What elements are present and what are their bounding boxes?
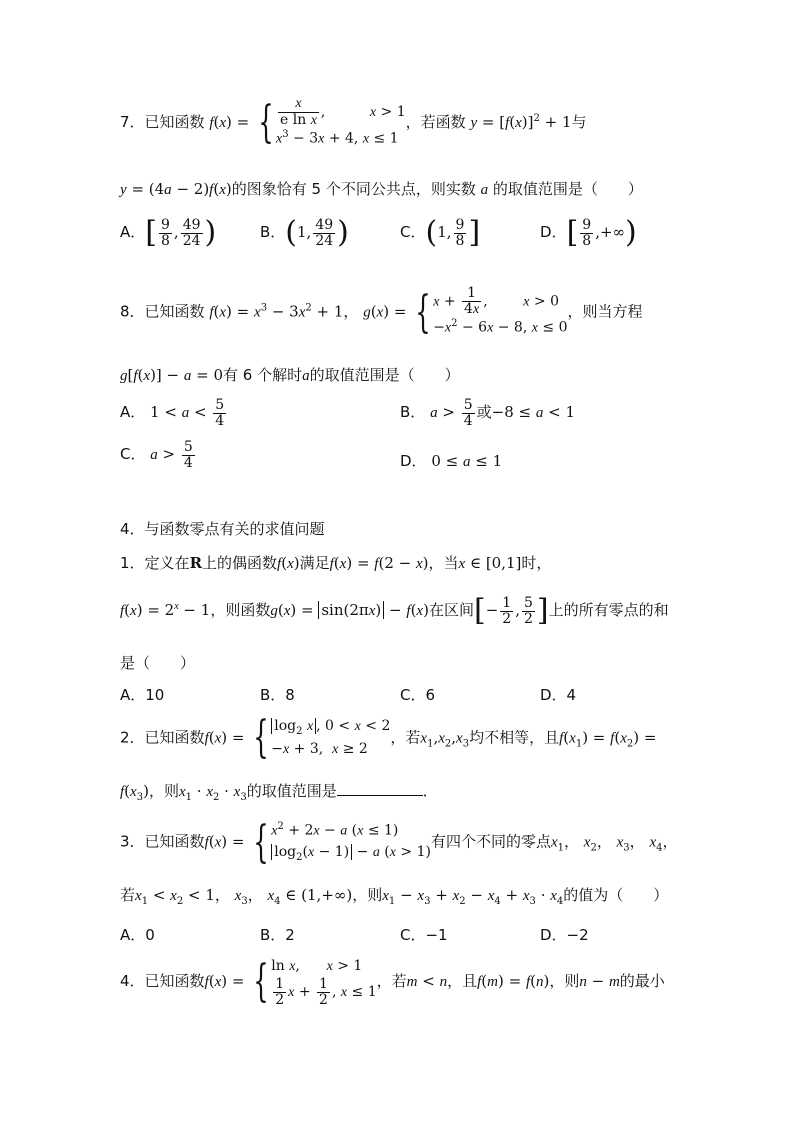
p1-line3: 是（ ） bbox=[120, 654, 196, 672]
p1-line2: $f(x) = 2^x - 1$，则函数g(x) = sin(2πx) − f(x)在区间[− $\frac{1}{2}$ , $\frac{5}{2}$ ]上的所有零点的和 bbox=[120, 593, 669, 629]
q7-line2: y = (4a − 2)f(x)的图象恰有 5 个不同公共点，则实数 a 的取值范围是（ ） bbox=[120, 180, 643, 198]
q7-number: 7． bbox=[120, 113, 145, 132]
q8-option-c[interactable]: C． a > $\frac{5}{4}$ bbox=[120, 439, 193, 471]
q8-option-a[interactable]: A． 1 < a < $\frac{5}{4}$ bbox=[120, 397, 225, 429]
q8-number: 8． bbox=[120, 302, 145, 321]
p3-line2: 若$x_1 < x_2 < 1$， $x_3$， $x_4$ ∈ (1,+∞)，则$x_1 - x_3 + x_2 - x_4 + x_3 \cdot x_4$的值为（ ） bbox=[120, 886, 669, 907]
q8-line2: g[f(x)] − a = 0有 6 个解时a的取值范围是（ ） bbox=[120, 366, 460, 384]
q7-option-a[interactable]: A．[ $\frac{9}{8}$ , $\frac{49}{24}$ ) bbox=[120, 215, 217, 251]
section-title: 4．与函数零点有关的求值问题 bbox=[120, 520, 325, 538]
p3-line1: 3．已知函数f(x) = { $x^2 + 2x - a$ (x ≤ 1) $\log_2(x - 1) - a$ (x > 1) 有四个不同的零点$x_1$， $x_2$， $x_3$， $x_4$， bbox=[120, 816, 678, 868]
p1-option-d[interactable]: D．4 bbox=[540, 686, 577, 704]
p3-option-b[interactable]: B．2 bbox=[260, 926, 295, 944]
p2-line1: 2．已知函数f(x) = { $\log_2 x$ , 0 < x < 2 −x + 3, x ≥ 2 ，若$x_1,x_2,x_3$均不相等，且$f(x_1) = f(x_2)$ = bbox=[120, 712, 657, 764]
p3-option-a[interactable]: A．0 bbox=[120, 926, 155, 944]
p3-option-d[interactable]: D．−2 bbox=[540, 926, 589, 944]
q8-option-b[interactable]: B． a > $\frac{5}{4}$ 或−8 ≤ a < 1 bbox=[400, 397, 575, 429]
p3-option-c[interactable]: C．−1 bbox=[400, 926, 448, 944]
p4-line1: 4．已知函数f(x) = { ln x, x > 1 $\frac{1}{2}$ x + $\frac{1}{2}$ , x ≤ 1 ，若m < n，且f(m) = f(n)，则n − m的最小 bbox=[120, 955, 665, 1008]
q7-option-d[interactable]: D．[ $\frac{9}{8}$ ,+∞) bbox=[540, 215, 637, 251]
answer-blank[interactable] bbox=[337, 783, 423, 796]
q7-option-b[interactable]: B．(1, $\frac{49}{24}$ ) bbox=[260, 215, 349, 251]
p1-option-c[interactable]: C．6 bbox=[400, 686, 436, 704]
q8-line1: 8．已知函数 $f(x) = x^3 - 3x^2 + 1$， g(x) = { x + $\frac{1}{4x}$ , x > 0 $-x^2 - 6x - 8$, x ≤ 0 ，则当方程 bbox=[120, 285, 643, 338]
p1-option-a[interactable]: A．10 bbox=[120, 686, 165, 704]
p1-line1: 1．定义在R上的偶函数f(x)满足f(x) = f(2 − x)，当x ∈ [0,1]时， bbox=[120, 554, 552, 572]
q7-line1: 7．已知函数 f(x) = { $\frac{x}{\text{e ln x}}$ , x > 1 $x^3 - 3x + 4$, x ≤ 1 ，若函数 $y = [f(x)]^2 + 1$与 bbox=[120, 96, 587, 149]
p2-line2: $f(x_3)$，则$x_1 \cdot x_2 \cdot x_3$的取值范围是 ． bbox=[120, 782, 438, 803]
q7-option-c[interactable]: C．(1, $\frac{9}{8}$ ] bbox=[400, 215, 481, 251]
q8-option-d[interactable]: D． 0 ≤ a ≤ 1 bbox=[400, 452, 503, 470]
p1-option-b[interactable]: B．8 bbox=[260, 686, 295, 704]
